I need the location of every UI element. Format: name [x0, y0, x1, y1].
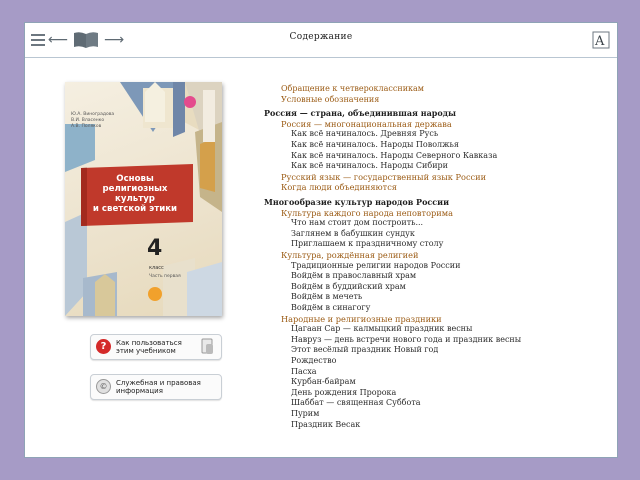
toc-item[interactable]: Традиционные религии народов России	[291, 260, 461, 270]
cover-grade-label: класс	[149, 265, 164, 271]
toc-item[interactable]: Как всё начиналось. Древняя Русь	[291, 129, 439, 139]
cover-title-line: религиозных	[102, 184, 168, 194]
toc-item[interactable]: Заглянем в бабушкин сундук	[291, 228, 415, 238]
toc-item[interactable]: Приглашаем к праздничному столу	[291, 239, 444, 249]
cover-title-line: культур	[115, 194, 155, 204]
how-to-use-label-line: Как пользоваться	[116, 339, 182, 347]
legal-info-label-line: информация	[116, 387, 163, 395]
toc-item[interactable]: Шаббат — священная Суббота	[291, 398, 421, 408]
toc-item[interactable]: Как всё начиналось. Народы Сибири	[291, 161, 448, 171]
toc-item[interactable]: Что нам стоит дом построить...	[291, 218, 424, 228]
cover-title	[85, 174, 185, 214]
author-2: В.И. Власенко	[71, 118, 105, 123]
font-size-icon[interactable]	[591, 29, 611, 51]
toc-item[interactable]: Войдём в православный храм	[291, 271, 417, 281]
toc-item[interactable]: Этот весёлый праздник Новый год	[291, 345, 439, 355]
toc-section[interactable]: Россия — страна, объединившая народы	[264, 108, 457, 119]
toc-chapter[interactable]: Культура, рождённая религией	[281, 250, 419, 260]
cover-title-line: Основы	[116, 174, 154, 184]
toc-item[interactable]: Рождество	[291, 356, 337, 365]
toc-chapter[interactable]: Народные и религиозные праздники	[281, 313, 442, 324]
toc-section[interactable]: Многообразие культур народов России	[264, 197, 450, 207]
svg-text:A: A	[595, 34, 605, 49]
toc-item[interactable]: День рождения Пророка	[291, 387, 397, 397]
toc-item[interactable]: Как всё начиналось. Народы Поволжья	[291, 140, 459, 149]
toc-chapter[interactable]: Россия — многонациональная держава	[281, 118, 452, 129]
toc-chapter[interactable]: Культура каждого народа неповторима	[281, 207, 453, 218]
toc-item[interactable]: Пурим	[291, 409, 320, 418]
legal-info-button[interactable]	[90, 374, 222, 400]
cover-part-label: Часть первая	[149, 274, 181, 279]
legal-info-label	[116, 379, 216, 395]
toc-item[interactable]: Войдём в буддийский храм	[291, 281, 406, 291]
toolbar-title: Содержание	[289, 32, 353, 42]
legal-info-label-line: Служебная и правовая	[116, 379, 201, 387]
book-cover[interactable]	[65, 82, 222, 316]
toc-intro[interactable]: Обращение к четвероклассникам	[281, 84, 425, 93]
copyright-icon: ©	[96, 379, 111, 394]
hand-pointer-icon	[201, 338, 215, 356]
question-icon: ?	[96, 339, 111, 354]
toc-item[interactable]: Войдём в мечеть	[291, 292, 363, 302]
toolbar	[25, 23, 617, 58]
toc-item[interactable]: Курбан-байрам	[291, 377, 356, 387]
author-1: Ю.А. Виноградова	[71, 112, 115, 117]
toc-item[interactable]: Как всё начиналось. Народы Северного Кавказа	[291, 150, 498, 160]
toc-item[interactable]: Праздник Весак	[291, 419, 361, 429]
how-to-use-button[interactable]	[90, 334, 222, 360]
toc-intro[interactable]: Условные обозначения	[281, 94, 380, 104]
toc-item[interactable]: Войдём в синагогу	[291, 303, 371, 312]
author-3: А.В. Поляков	[71, 124, 102, 129]
cover-title-line: и светской этики	[92, 204, 178, 214]
toc-item[interactable]: Навруз — день встречи нового года и праздник весны	[291, 334, 522, 344]
how-to-use-label-line: этим учебником	[116, 347, 176, 355]
cover-grade-number: 4	[147, 236, 163, 261]
toc-item[interactable]: Пасха	[291, 366, 317, 376]
forward-arrow-icon[interactable]: ⟶	[103, 32, 125, 48]
back-arrow-icon[interactable]: ⟵	[47, 32, 69, 48]
cover-authors	[71, 112, 114, 130]
toc-chapter[interactable]: Когда люди объединяются	[281, 182, 397, 193]
toc-item[interactable]: Цагаан Сар — калмыцкий праздник весны	[291, 324, 473, 334]
toc-chapter[interactable]: Русский язык — государственный язык России	[281, 171, 487, 182]
